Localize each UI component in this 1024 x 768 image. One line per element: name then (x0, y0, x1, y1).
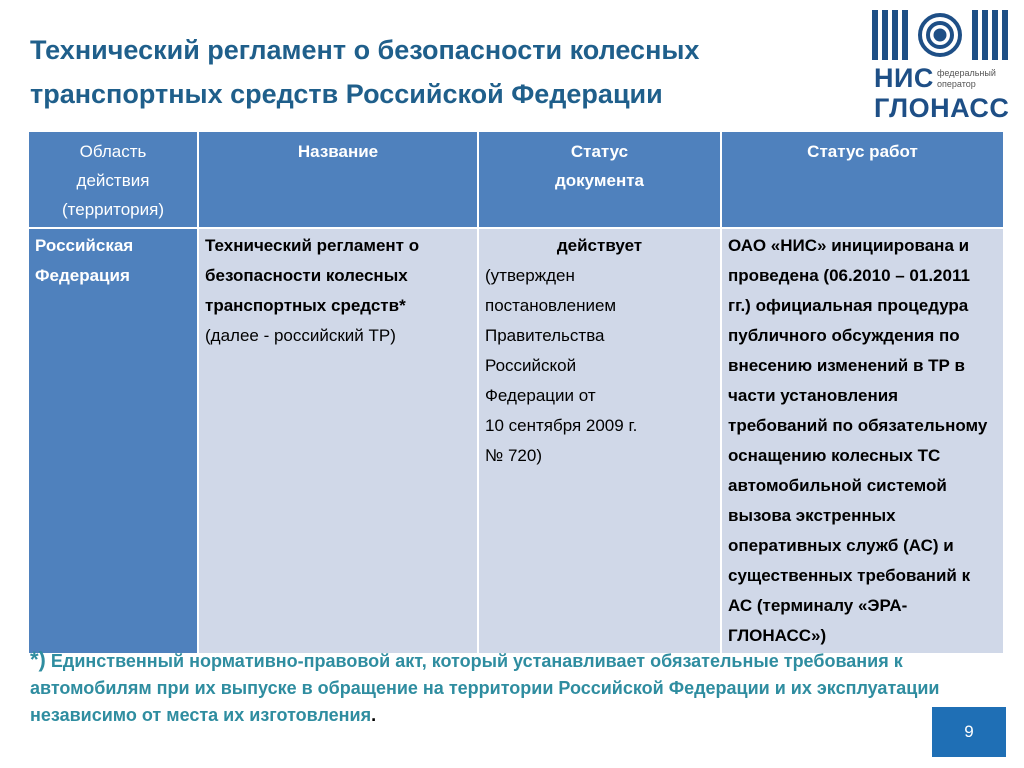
table-header-row (28, 131, 1004, 228)
scope-line-1: Российская (35, 236, 134, 255)
header-scope-line-2: действия (76, 171, 150, 190)
status-note-line-5: Федерации от (485, 386, 596, 405)
footnote-marker: *) (30, 647, 46, 672)
cell-work-status: ОАО «НИС» инициирована и проведена (06.2010 – 01.2011 гг.) официальная процедура публичного обсуждения по внесению изменений в ТР в части установления требований по обязательному оснащению колесных ТС автомобильной системой вызова экстренных оперативных служб (АС) и существенных требований к АС (терминалу «ЭРА-ГЛОНАСС») (721, 228, 1004, 654)
page-number: 9 (932, 707, 1006, 757)
status-note-line-7: № 720) (485, 446, 542, 465)
header-status-line-2: документа (555, 171, 644, 190)
cell-name (198, 228, 478, 654)
regulation-note: (далее - российский ТР) (205, 326, 396, 345)
logo-tagline-line-2: оператор (937, 79, 976, 89)
table-row (28, 228, 1004, 654)
regulation-name: Технический регламент о безопасности колесных транспортных средств* (205, 236, 420, 315)
title-line-2: транспортных средств Российской Федерации (30, 79, 663, 109)
header-scope-line-3: (территория) (62, 200, 164, 219)
header-scope-line-1: Область (79, 142, 147, 161)
signal-rings-icon (870, 6, 1010, 64)
header-status-line-1: Статус (570, 142, 629, 161)
header-document-status (478, 131, 721, 228)
title-line-1: Технический регламент о безопасности колесных (30, 35, 700, 65)
status-active: действует (556, 236, 643, 255)
header-work-status: Статус работ (721, 131, 1004, 228)
logo-name-nis: НИС (874, 63, 934, 93)
footnote (30, 646, 1000, 729)
status-note-line-1: (утвержден (485, 266, 575, 285)
header-name: Название (198, 131, 478, 228)
status-note-line-4: Российской (485, 356, 577, 375)
scope-line-2: Федерация (35, 266, 130, 285)
footnote-text: Единственный нормативно-правовой акт, который устанавливает обязательные требования к автомобилям при их выпуске в обращение на территории Российской Федерации и их эксплуатации независимо от места их изготовления (30, 651, 940, 725)
logo-tagline (937, 68, 1017, 90)
status-note-line-2: постановлением (485, 296, 617, 315)
logo-name-glonass: ГЛОНАСС (874, 93, 1010, 123)
regulation-table (27, 130, 1005, 655)
cell-document-status (478, 228, 721, 654)
logo-tagline-line-1: федеральный (937, 68, 996, 78)
header-scope (28, 131, 198, 228)
cell-scope (28, 228, 198, 654)
status-note-line-3: Правительства (485, 326, 605, 345)
footnote-period: . (371, 705, 377, 725)
nis-glonass-logo (862, 6, 1018, 128)
page-title (30, 28, 830, 116)
status-note-line-6: 10 сентября 2009 г. (485, 416, 638, 435)
